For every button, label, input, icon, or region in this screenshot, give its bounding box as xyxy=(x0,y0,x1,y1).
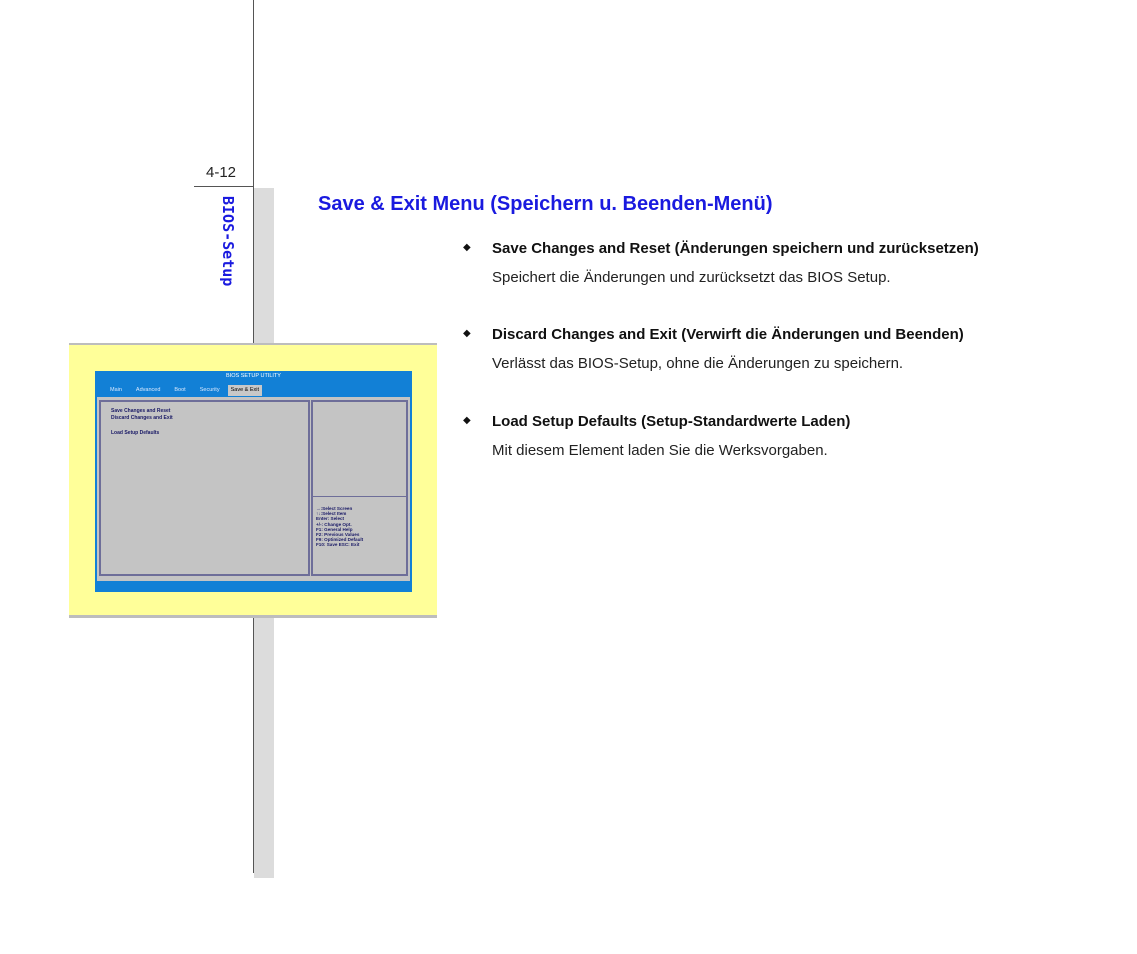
side-title: BIOS-Setup xyxy=(219,196,237,287)
item-title: Load Setup Defaults (Setup-Standardwerte Laden) xyxy=(492,413,851,430)
bios-help-line: F1: General Help xyxy=(316,526,353,532)
bios-help-line: ↑↓:Select Item xyxy=(316,511,347,517)
bullet-icon: ◆ xyxy=(463,242,471,253)
bios-help-separator xyxy=(313,496,406,497)
bios-help-line: F10: Save ESC: Exit xyxy=(316,542,360,548)
item-description: Mit diesem Element laden Sie die Werksvorgaben. xyxy=(492,442,828,459)
item-description: Speichert die Änderungen und zurücksetzt das BIOS Setup. xyxy=(492,269,891,286)
bios-help-line: →:Select Screen xyxy=(316,506,353,511)
bios-tab-bar xyxy=(110,385,276,396)
bios-help-line: Enter: Select xyxy=(316,516,345,522)
page-number: 4-12 xyxy=(206,164,237,181)
bios-help-line: F2: Previous Values xyxy=(316,532,360,538)
bios-tab-security: Security xyxy=(199,387,220,393)
bullet-icon: ◆ xyxy=(463,328,471,339)
bios-tab-advanced: Advanced xyxy=(135,387,161,393)
item-title: Discard Changes and Exit (Verwirft die Änderungen und Beenden) xyxy=(492,326,964,343)
bios-help-line: F9: Optimized Default xyxy=(316,537,364,543)
bios-screenshot xyxy=(95,371,412,592)
bullet-icon: ◆ xyxy=(463,415,471,426)
bios-body xyxy=(97,397,410,581)
bios-tab-save-exit: Save & Exit xyxy=(228,385,262,396)
section-heading: Save & Exit Menu (Speichern u. Beenden-Menü) xyxy=(318,193,773,215)
bios-menu-item: Save Changes and Reset xyxy=(111,408,171,414)
bios-menu-item: Load Setup Defaults xyxy=(111,430,160,436)
bios-help-panel xyxy=(311,400,408,576)
bios-menu-item: Discard Changes and Exit xyxy=(111,415,173,421)
page-number-rule xyxy=(194,186,254,187)
bios-tab-main: Main xyxy=(110,387,122,393)
bios-help-keys xyxy=(316,506,363,548)
bios-title: BIOS SETUP UTILITY xyxy=(226,373,281,379)
bios-tab-boot: Boot xyxy=(174,387,186,393)
bios-menu-panel xyxy=(99,400,310,576)
item-title: Save Changes and Reset (Änderungen speichern und zurücksetzen) xyxy=(492,240,979,257)
item-description: Verlässt das BIOS-Setup, ohne die Änderungen zu speichern. xyxy=(492,355,904,372)
bios-help-line: +/-: Change Opt. xyxy=(316,521,352,527)
